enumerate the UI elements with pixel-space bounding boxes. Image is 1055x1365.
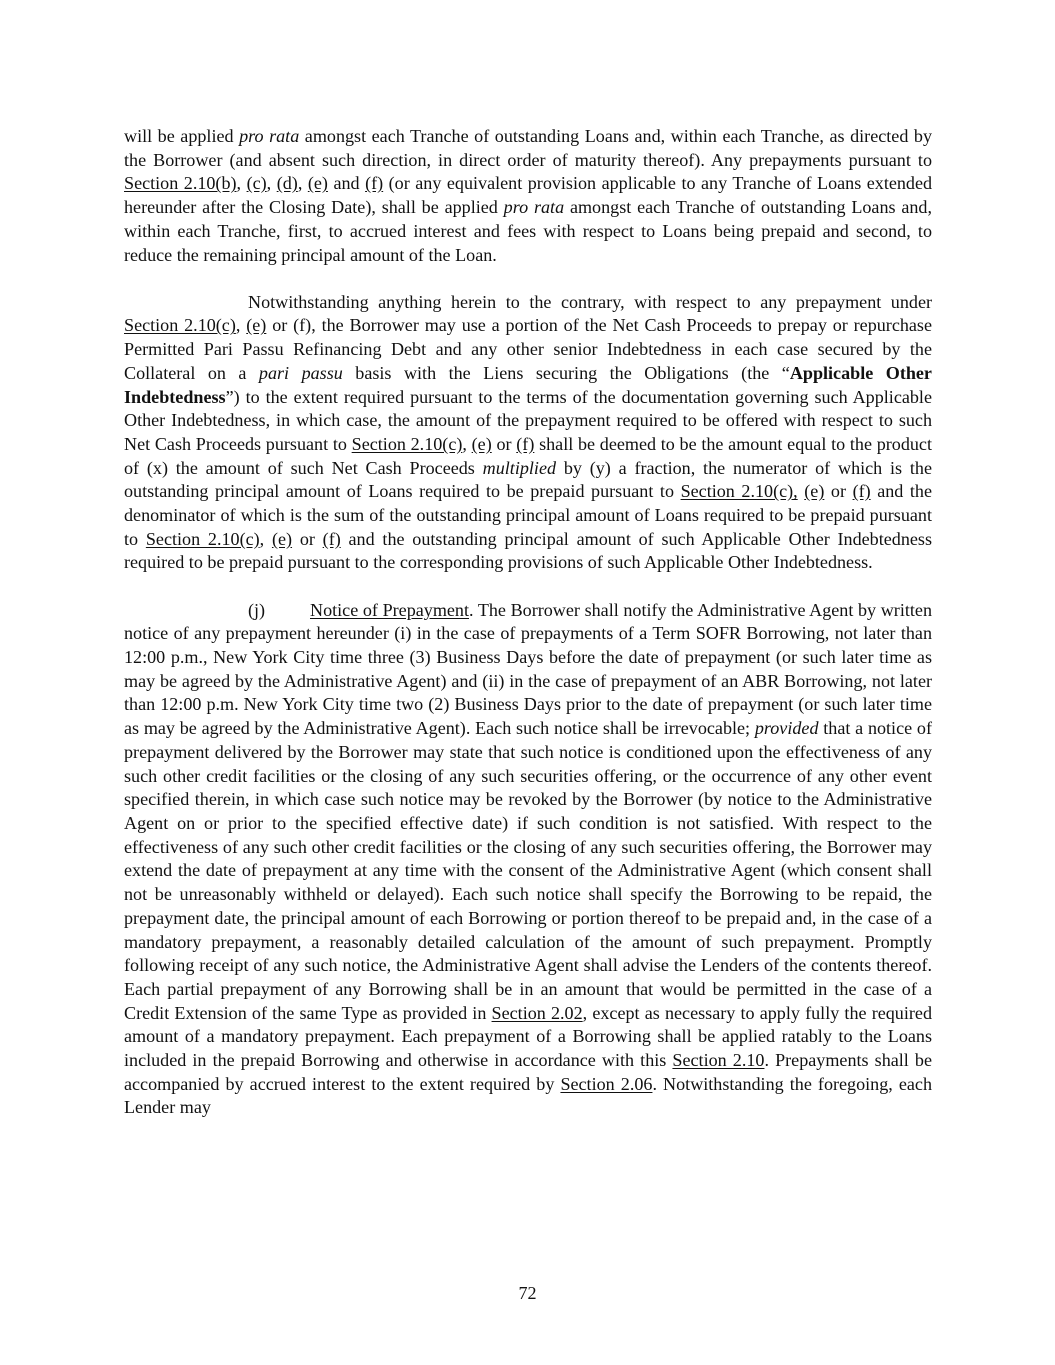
text-run: shall be deemed to be the amount equal to the product of (x) the amount of such Net Cash Proceeds (124, 433, 932, 478)
text-run: and the outstanding principal amount of such Applicable Other Indebtedness required to be prepaid pursuant to the corresponding provisions of such Applicable Other Indebtedness. (124, 528, 932, 573)
section-reference: (f) (365, 173, 384, 194)
text-run: that a notice of prepayment delivered by the Borrower may state that such notice is conditioned upon the effectiveness of any such other credit facilities or the closing of any such securities offering, or the occurrence of any other event specified therein, in which case such notice may be revoked by the Borrower (by notice to the Administrative Agent on or prior to the specified effective date) if such condition is not satisfied. With respect to the effectiveness of any such other credit facilities or the closing of any such securities offering, the Borrower may extend the date of prepayment at any time with the consent of the Administrative Agent (which consent shall not be unreasonably withheld or delayed). Each such notice shall specify the Borrowing to be repaid, the prepayment date, the principal amount of each Borrowing or portion thereof to be prepaid and, in the case of a mandatory prepayment, a reasonably detailed calculation of the amount of such prepayment. Promptly following receipt of any such notice, the Administrative Agent shall advise the Lenders of the contents thereof. Each partial prepayment of any Borrowing shall be in an amount that would be permitted in the case of a Credit Extension of the same Type as provided in (124, 718, 932, 1023)
text-run: (or any equivalent provision applicable to any Tranche of Loans extended hereunder after the Closing Date), shall be applied (124, 173, 933, 218)
text-run: or (292, 528, 323, 549)
text-run: amongst each Tranche of outstanding Loans and, within each Tranche, as directed by the Borrower (and absent such direction, in direct order of maturity thereof). Any prepayments pursuant to (124, 126, 932, 170)
italic-term: pro rata (239, 126, 300, 146)
italic-term: provided (754, 718, 819, 739)
section-reference: (e) (271, 528, 293, 549)
page-number: 72 (518, 1283, 537, 1303)
clause-heading: Notice of Prepayment (310, 599, 469, 620)
section-reference: Section 2.06 (560, 1073, 653, 1094)
text-run: , (297, 173, 308, 194)
section-reference: (f) (852, 481, 871, 502)
text-run: . Prepayments shall be accompanied by accrued interest to the extent required by (124, 1050, 932, 1094)
section-reference: (e) (246, 315, 267, 336)
section-reference: (f) (516, 433, 535, 454)
text-run: , (266, 173, 277, 194)
section-reference: (d) (276, 173, 298, 194)
paragraph-notice-of-prepayment (124, 599, 932, 1120)
text-run: , (235, 315, 247, 336)
section-reference: (f) (322, 528, 341, 549)
text-run: or (f), the Borrower may use a portion of the Net Cash Proceeds to prepay or repurchase Permitted Pari Passu Refinancing Debt and any other senior Indebtedness in each case secured by the Collateral on a (124, 315, 932, 383)
paragraph-applicable-other-indebtedness (124, 291, 932, 575)
text-run: amongst each Tranche of outstanding Loans and, within each Tranche, first, to accrued interest and fees with respect to Loans being prepaid and second, to reduce the remaining principal amount of the Loan. (124, 197, 933, 265)
section-reference: Section 2.10(c) (351, 433, 463, 454)
text-run: and the denominator of which is the sum of the outstanding principal amount of Loans required to be prepaid pursuant to (124, 481, 932, 549)
italic-term: pari passu (258, 362, 343, 383)
text-run: ”) to the extent required pursuant to the terms of the documentation governing such Applicable Other Indebtedness, in which case, the amount of the prepayment required to be offered with respect to such Net Cash Proceeds pursuant to (124, 386, 932, 454)
text-run: or (491, 433, 517, 454)
text-run: , (462, 433, 472, 454)
text-run: , (236, 173, 247, 194)
text-run: by (y) a fraction, the numerator of which is the outstanding principal amount of Loans required to be prepaid pursuant to (124, 457, 932, 502)
section-reference: (e) (471, 433, 492, 454)
section-reference: (c) (246, 173, 267, 194)
section-reference: Section 2.02 (491, 1002, 583, 1023)
clause-number: (j) (248, 599, 266, 620)
section-reference: (e) (307, 173, 328, 194)
text-run: and (327, 173, 366, 194)
section-reference: (e) (804, 481, 825, 502)
section-reference: Section 2.10(b) (124, 173, 237, 194)
text-run: , except as necessary to apply fully the required amount of a mandatory prepayment. Each prepayment of a Borrowing shall be applied ratably to the Loans included in the prepaid Borrowing and otherwise in accordance with this (124, 1002, 932, 1071)
text-run: will be applied (124, 126, 240, 146)
italic-term: pro rata (503, 197, 565, 218)
text-run: basis with the Liens securing the Obligations (the “ (342, 362, 790, 383)
italic-term: multiplied (482, 457, 557, 478)
defined-term: Applicable Other Indebtedness (124, 362, 932, 407)
paragraph-prepayment-application (124, 125, 932, 267)
section-reference: Section 2.10(c) (124, 315, 236, 336)
section-reference: Section 2.10(c), (680, 481, 798, 502)
text-run: , (259, 528, 272, 549)
section-reference: Section 2.10 (672, 1050, 765, 1071)
text-run: . Notwithstanding the foregoing, each Lender may (124, 1073, 932, 1118)
text-run: Notwithstanding anything herein to the contrary, with respect to any prepayment under (248, 291, 932, 312)
text-run: or (824, 481, 853, 502)
page-body (124, 125, 932, 1120)
text-run: . The Borrower shall notify the Administrative Agent by written notice of any prepayment hereunder (i) in the case of prepayments of a Term SOFR Borrowing, not later than 12:00 p.m., New York City time three (3) Business Days before the date of prepayment (or such later time as may be agreed by the Administrative Agent) and (ii) in the case of prepayment of an ABR Borrowing, not later than 12:00 p.m. New York City time two (2) Business Days prior to the date of prepayment (or such later time as may be agreed by the Administrative Agent). Each such notice shall be irrevocable; (124, 599, 932, 739)
section-reference: Section 2.10(c) (145, 528, 260, 549)
